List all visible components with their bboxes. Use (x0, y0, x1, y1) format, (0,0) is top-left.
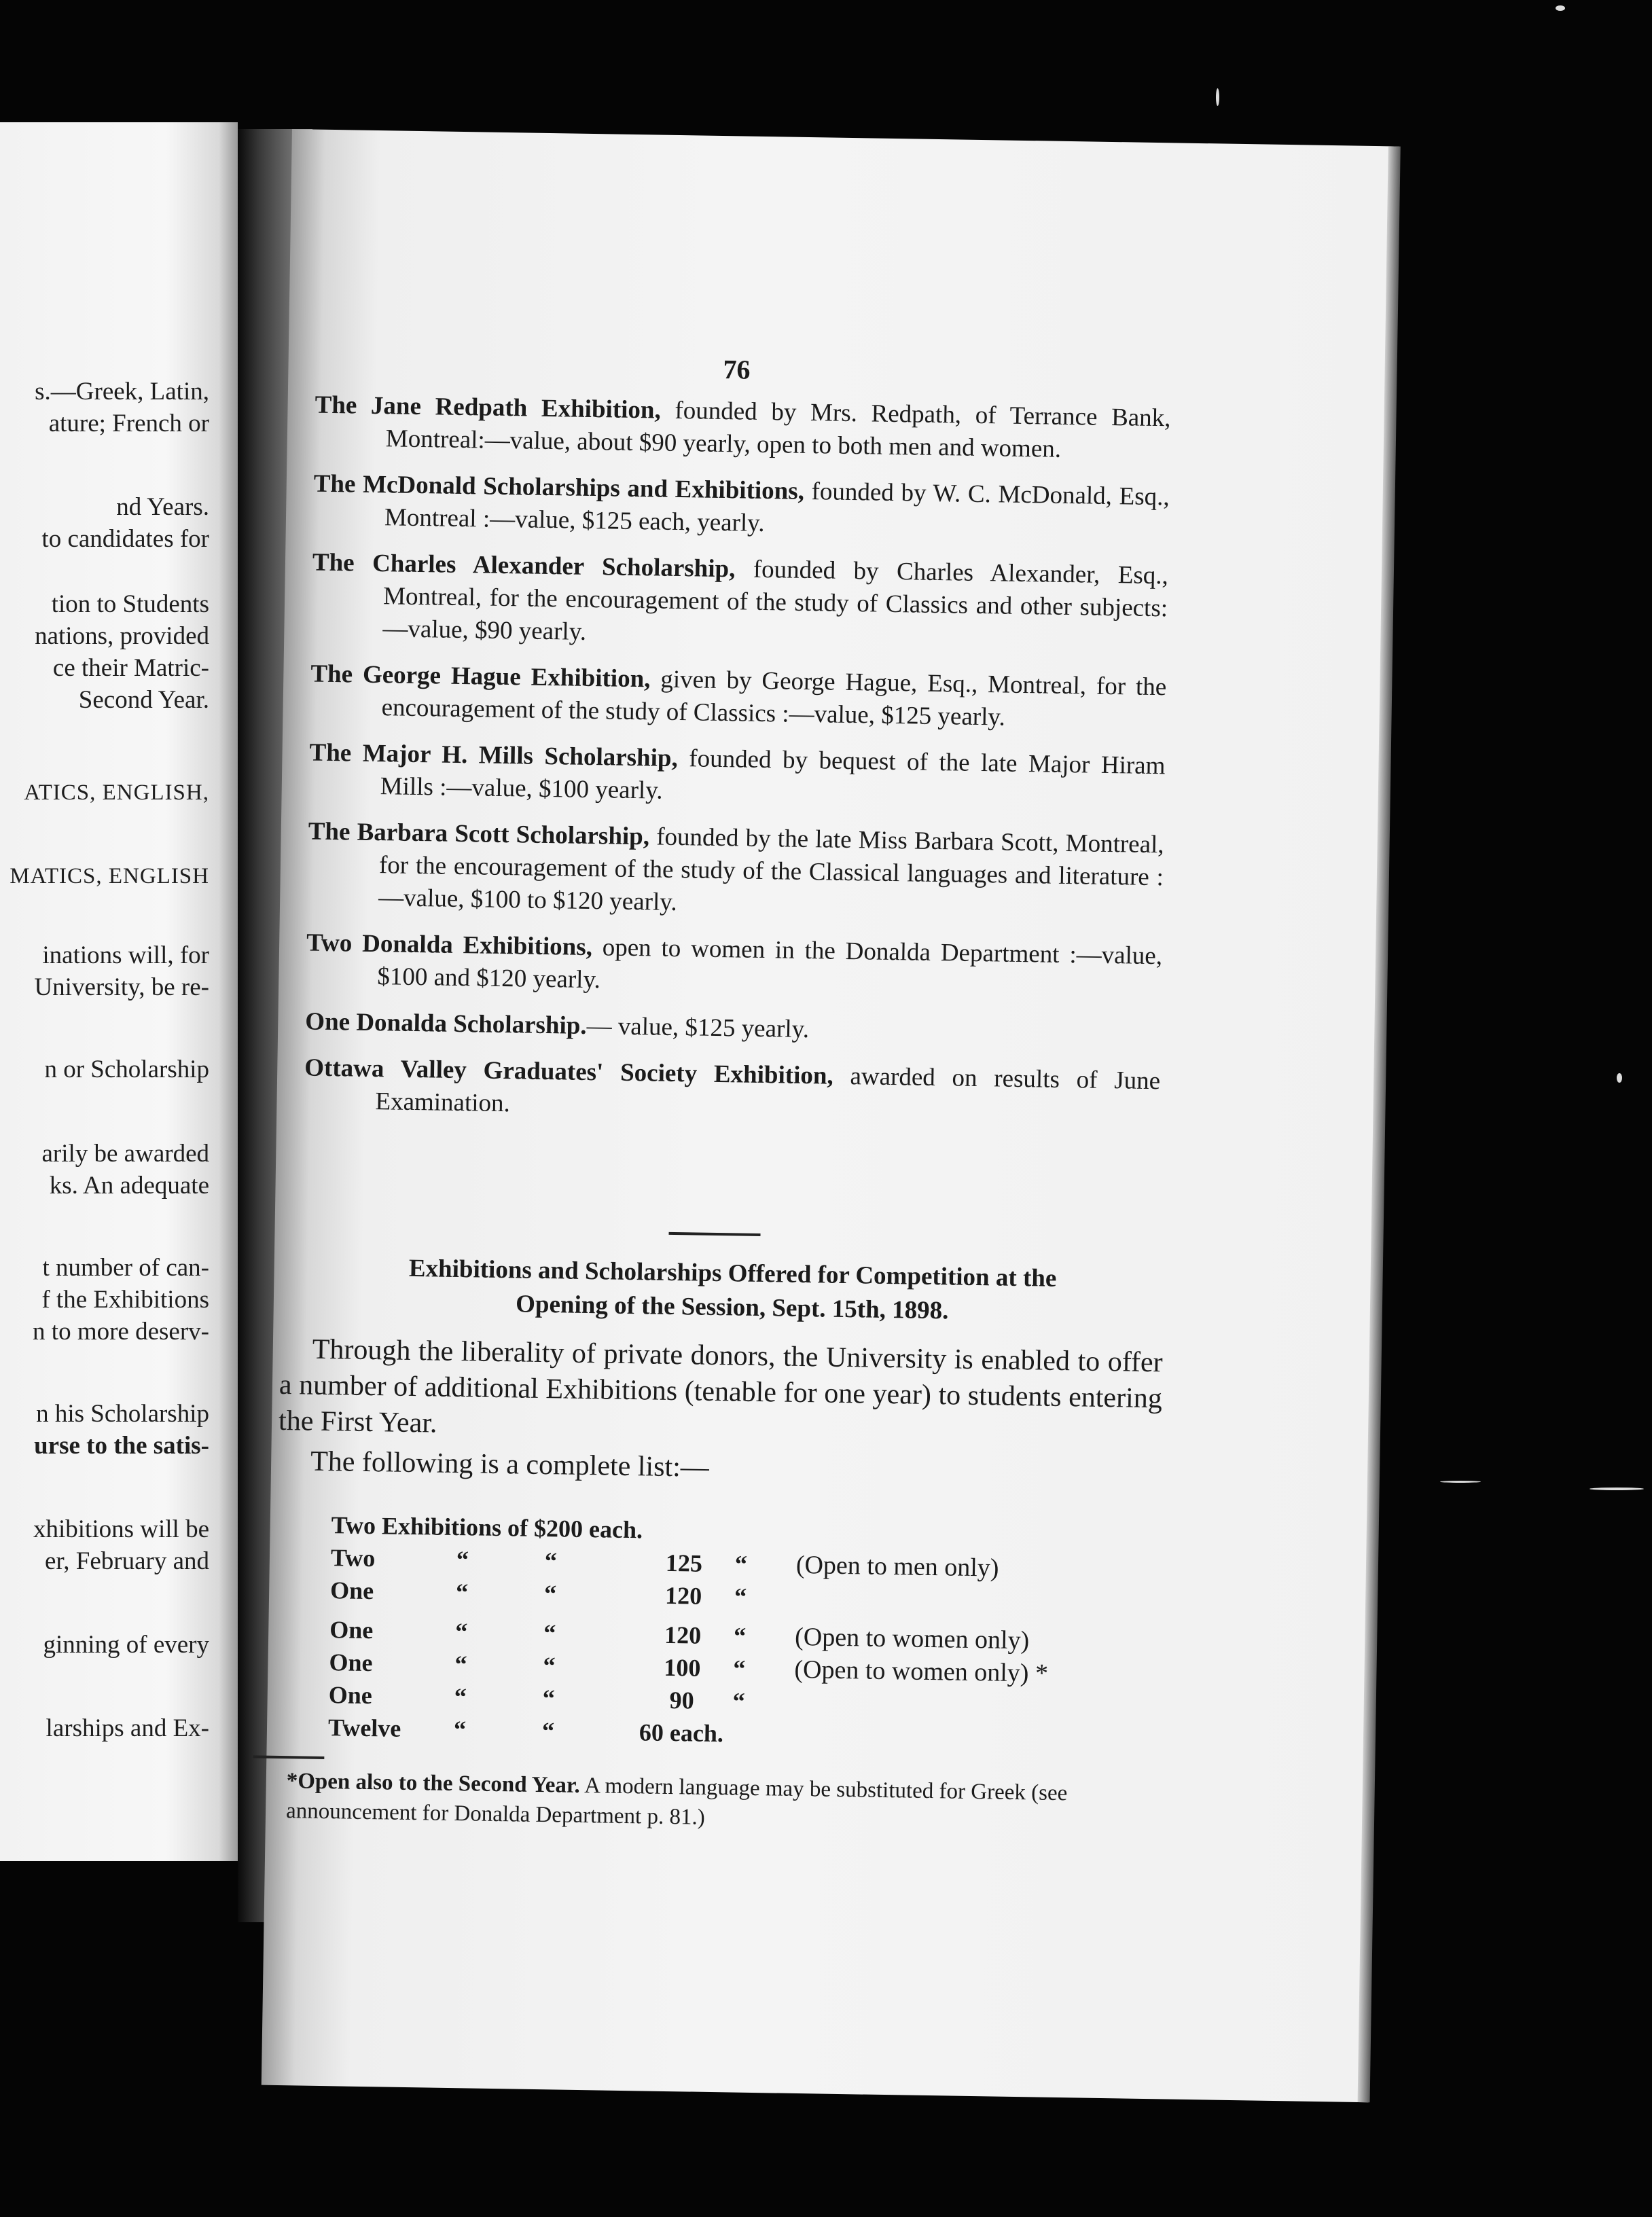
left-line: ks. An adequate (49, 1172, 209, 1200)
page-edge (1358, 146, 1401, 2102)
scholarship-entry (305, 1005, 1162, 1051)
ditto-mark: “ (733, 1655, 746, 1682)
scholarship-entry (313, 468, 1170, 547)
dust-speck (1590, 1488, 1644, 1490)
heading-line: Opening of the Session, Sept. 15th, 1898. (515, 1290, 949, 1325)
list-intro: The following is a complete list:— (310, 1445, 710, 1483)
ditto-mark: “ (454, 1683, 467, 1711)
scholarship-entry (307, 816, 1164, 927)
ditto-mark: “ (732, 1687, 746, 1715)
left-line: urse to the satis- (34, 1432, 209, 1460)
entry-name: The George Hague Exhibition, (310, 660, 651, 693)
entry-text: founded by W. C. McDonald, Esq., Montreal :—value, $125 each, yearly. (384, 477, 1170, 537)
left-line: University, be re- (34, 973, 209, 1001)
ditto-mark (732, 1717, 780, 1750)
entry-text: — value, $125 yearly. (586, 1011, 810, 1044)
entry-name: The Barbara Scott Scholarship, (308, 817, 650, 851)
page-number: 76 (723, 354, 751, 385)
entry-name: One Donalda Scholarship. (305, 1007, 587, 1040)
exhibition-table (328, 1509, 1051, 1755)
left-line: f the Exhibitions (41, 1286, 209, 1314)
amount-cell: 120 (664, 1581, 702, 1610)
entry-text: founded by the late Miss Barbara Scott, Montreal, for the encouragement of the study of the Classical languages and literature :—value, $100 to $120 yearly. (378, 823, 1164, 917)
entry-text: awarded on results of June Examination. (375, 1062, 1161, 1118)
left-line: ginning of every (43, 1631, 209, 1659)
ditto-mark: “ (542, 1684, 556, 1712)
left-line: s.—Greek, Latin, (35, 378, 209, 405)
ditto-mark: “ (454, 1651, 467, 1678)
ditto-mark: “ (734, 1583, 747, 1610)
dust-speck (1216, 88, 1219, 106)
scholarship-entry (311, 547, 1168, 658)
left-line: n or Scholarship (44, 1056, 209, 1083)
left-line: Second Year. (78, 686, 209, 714)
intro-paragraph: Through the liberality of private donors, the University is enabled to offer a number of additional Exhibitions (tenable for one year) to students entering the First Year. (278, 1333, 1163, 1439)
scholarship-entry (310, 658, 1166, 737)
footnote-text: A modern language may be substituted for Greek (see announcement for Donalda Department p. 81.) (285, 1773, 1068, 1830)
section-heading (294, 1250, 1171, 1331)
entry-name: The Major H. Mills Scholarship, (309, 738, 679, 773)
note-cell (782, 1581, 1049, 1618)
count-cell: One (329, 1576, 374, 1605)
ditto-mark: “ (455, 1579, 469, 1606)
footnote-lead: *Open also to the Second Year. (286, 1769, 581, 1798)
amount-cell: 125 (665, 1549, 703, 1577)
left-line: ce their Matric- (52, 654, 209, 682)
left-page-fragment (0, 122, 238, 1861)
note-cell: (Open to men only) (795, 1550, 999, 1583)
left-line: n his Scholarship (36, 1400, 209, 1428)
ditto-mark: “ (543, 1652, 556, 1680)
ditto-mark: “ (456, 1546, 469, 1574)
note-cell: (Open to women only) (794, 1622, 1030, 1655)
scholarship-entry (304, 1051, 1160, 1130)
count-cell: Two (330, 1544, 376, 1572)
left-line: nd Years. (116, 493, 209, 521)
scholarship-entry (308, 737, 1165, 816)
amount-cell: 100 (664, 1653, 701, 1682)
left-line: tion to Students (51, 590, 209, 618)
amount-cell: 120 (664, 1621, 702, 1649)
left-line: to candidates for (41, 525, 209, 553)
entry-text: founded by Charles Alexander, Esq., Montreal, for the encouragement of the study of Classics and other subjects:—value, $90 yearly. (382, 555, 1169, 646)
section-divider (668, 1232, 760, 1236)
left-line: arily be awarded (41, 1140, 209, 1168)
count-cell: One (329, 1648, 373, 1677)
ditto-mark: “ (543, 1619, 556, 1647)
left-line: larships and Ex- (46, 1714, 209, 1742)
left-line: ATICS, ENGLISH, (24, 780, 209, 805)
left-line: n to more deserv- (33, 1318, 209, 1346)
amount-cell: 90 (669, 1687, 695, 1714)
entry-text: founded by Mrs. Redpath, of Terrance Bank, Montreal:—value, about $90 yearly, open to both men and women. (385, 396, 1171, 463)
ditto-mark: “ (453, 1716, 467, 1744)
entry-name: The Charles Alexander Scholarship, (312, 548, 736, 583)
note-cell (780, 1686, 1047, 1723)
entry-text: founded by bequest of the late Major Hiram Mills :—value, $100 yearly. (380, 744, 1166, 805)
entry-name: The McDonald Scholarships and Exhibitions, (313, 469, 805, 505)
left-line: er, February and (45, 1547, 209, 1575)
dust-speck (1617, 1073, 1622, 1083)
ditto-mark: “ (454, 1618, 468, 1646)
scholarship-entry (306, 926, 1162, 1005)
table-header: Two Exhibitions of $200 each. (331, 1511, 643, 1544)
footnote (272, 1766, 1115, 1839)
count-cell: Twelve (327, 1714, 401, 1742)
main-page (262, 129, 1399, 2102)
ditto-mark: “ (544, 1547, 558, 1575)
note-cell: (Open to women only) * (794, 1655, 1049, 1688)
scholarship-list (304, 389, 1171, 1144)
entry-name: Ottawa Valley Graduates' Society Exhibition, (304, 1053, 834, 1090)
dust-speck (1440, 1481, 1481, 1483)
left-line: MATICS, ENGLISH (10, 864, 209, 888)
entry-text: given by George Hague, Esq., Montreal, for the encouragement of the study of Classics :—value, $125 yearly. (381, 665, 1167, 732)
heading-line: Exhibitions and Scholarships Offered for Competition at the (408, 1254, 1057, 1293)
entry-name: Two Donalda Exhibitions, (306, 929, 593, 962)
left-line: ature; French or (48, 410, 209, 437)
left-line: inations will, for (42, 941, 209, 969)
amount-cell: 60 each. (639, 1718, 724, 1748)
left-line: nations, provided (35, 622, 209, 650)
ditto-mark: “ (733, 1622, 747, 1650)
entry-name: The Jane Redpath Exhibition, (315, 391, 662, 425)
left-line: xhibitions will be (33, 1515, 209, 1543)
entry-text: open to women in the Donalda Department :—value, $100 and $120 yearly. (377, 933, 1163, 994)
dust-speck (1556, 5, 1565, 11)
ditto-mark: “ (543, 1580, 557, 1608)
scholarship-entry (314, 389, 1170, 468)
ditto-mark: “ (734, 1550, 748, 1578)
count-cell: One (328, 1681, 373, 1710)
left-line: t number of can- (42, 1254, 209, 1282)
count-cell: One (329, 1616, 374, 1644)
ditto-mark: “ (541, 1717, 555, 1745)
note-cell (780, 1718, 1047, 1755)
